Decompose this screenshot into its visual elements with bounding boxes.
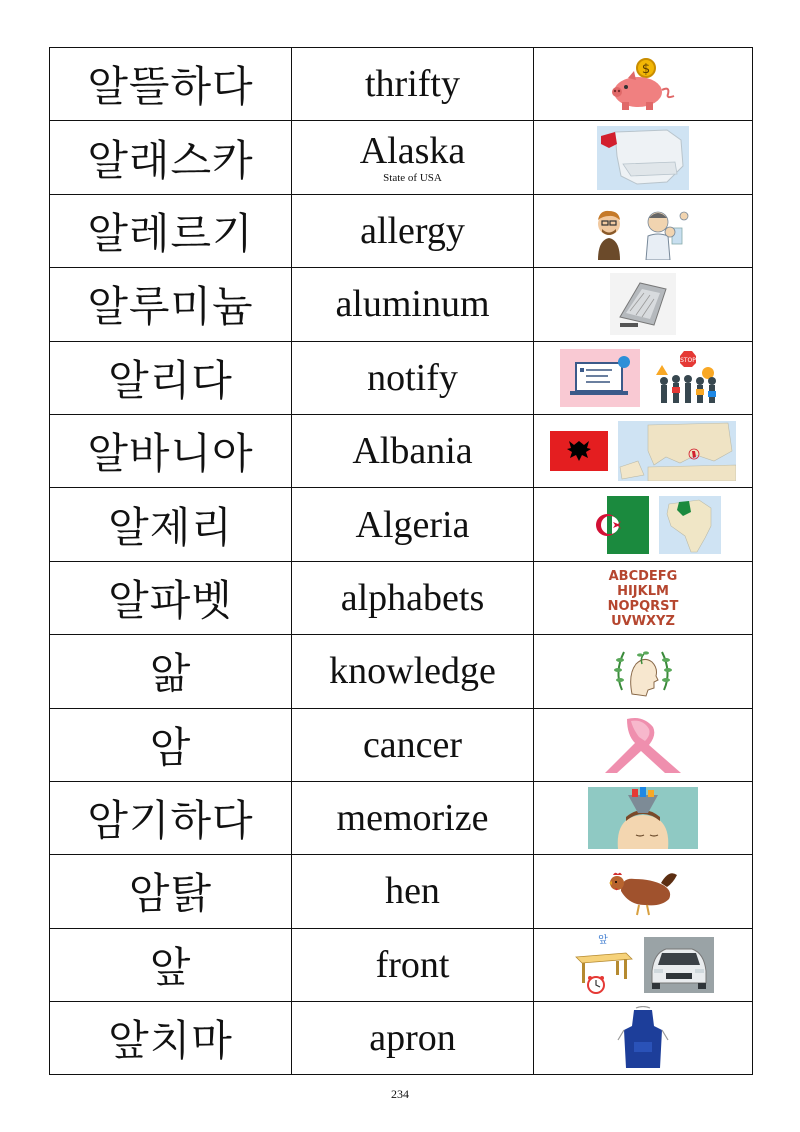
illustration-cell xyxy=(534,781,753,854)
english-word xyxy=(292,48,534,121)
english-word xyxy=(292,635,534,708)
stop-sign-text: STOP xyxy=(680,356,696,364)
english-word xyxy=(292,414,534,487)
english-word-text: Algeria xyxy=(355,503,470,546)
english-word xyxy=(292,781,534,854)
illustration-cell xyxy=(534,928,753,1001)
allergic-person-icon xyxy=(636,202,694,260)
page-number: 234 xyxy=(391,1087,409,1101)
table-row xyxy=(50,1002,753,1075)
english-word xyxy=(292,561,534,634)
table-row xyxy=(50,48,753,121)
english-word xyxy=(292,268,534,341)
table-row xyxy=(50,635,753,708)
korean-word: 암탉 xyxy=(50,855,292,928)
english-word-text: apron xyxy=(369,1017,456,1060)
english-word xyxy=(292,928,534,1001)
english-word xyxy=(292,341,534,414)
english-word-text: hen xyxy=(385,870,440,913)
english-word-text: notify xyxy=(367,356,458,399)
front-label-text: 앞 xyxy=(598,934,608,946)
illustration-cell xyxy=(534,708,753,781)
korean-word: 알바니아 xyxy=(50,414,292,487)
english-word-text: front xyxy=(375,943,450,986)
english-word-text: cancer xyxy=(362,723,463,766)
algeria-map-icon xyxy=(659,496,721,554)
alphabet-letters-icon xyxy=(595,566,691,630)
alphabet-row: HIJKLM xyxy=(617,583,669,599)
english-word-text: Albania xyxy=(352,430,473,473)
table-row xyxy=(50,341,753,414)
head-laurel-icon xyxy=(610,640,676,702)
table-row xyxy=(50,928,753,1001)
english-note: State of USA xyxy=(383,171,442,184)
korean-word: 알파벳 xyxy=(50,561,292,634)
english-word xyxy=(292,855,534,928)
korean-word: 알루미늄 xyxy=(50,268,292,341)
algeria-flag-icon xyxy=(565,496,649,554)
car-front-icon xyxy=(644,937,714,993)
english-word-text: allergy xyxy=(360,209,465,252)
table-row xyxy=(50,121,753,194)
laptop-notification-icon xyxy=(560,349,640,407)
table-row xyxy=(50,414,753,487)
aluminum-foil-icon xyxy=(610,273,676,335)
korean-word: 앞치마 xyxy=(50,1002,292,1075)
piggy-bank-icon xyxy=(608,56,678,112)
vocabulary-table xyxy=(49,47,753,1075)
svg-text:$: $ xyxy=(641,62,651,78)
english-word xyxy=(292,121,534,194)
english-word-text: knowledge xyxy=(329,650,496,693)
illustration-cell xyxy=(534,194,753,267)
korean-word: 앞 xyxy=(50,928,292,1001)
illustration-cell xyxy=(534,855,753,928)
alphabet-row: ABCDEFG xyxy=(608,568,678,584)
illustration-cell xyxy=(534,1002,753,1075)
alphabet-row: UVWXYZ xyxy=(611,613,675,629)
sneezing-man-icon xyxy=(592,202,626,260)
english-word-text: memorize xyxy=(336,797,489,840)
apron-icon xyxy=(616,1006,670,1070)
table-row xyxy=(50,488,753,561)
illustration-cell xyxy=(534,121,753,194)
people-with-signs-icon xyxy=(650,349,726,407)
korean-word: 앎 xyxy=(50,635,292,708)
pink-ribbon-icon xyxy=(603,717,683,773)
english-word xyxy=(292,488,534,561)
illustration-cell xyxy=(534,561,753,634)
albania-flag-icon xyxy=(550,431,608,471)
english-word-text: Alaska xyxy=(359,129,466,172)
korean-word: 알뜰하다 xyxy=(50,48,292,121)
korean-word: 암 xyxy=(50,708,292,781)
funnel-head-icon xyxy=(588,787,698,849)
table-row xyxy=(50,561,753,634)
english-word-text: aluminum xyxy=(335,283,490,326)
illustration-cell xyxy=(534,488,753,561)
hen-icon xyxy=(607,865,679,917)
english-word xyxy=(292,708,534,781)
english-word-text: alphabets xyxy=(340,576,485,619)
albania-map-icon xyxy=(618,421,736,481)
korean-word: 알제리 xyxy=(50,488,292,561)
korean-word: 알래스카 xyxy=(50,121,292,194)
english-word xyxy=(292,1002,534,1075)
desk-clock-icon xyxy=(572,933,634,997)
english-word-text: thrifty xyxy=(365,63,460,106)
illustration-cell xyxy=(534,268,753,341)
illustration-cell xyxy=(534,48,753,121)
korean-word: 암기하다 xyxy=(50,781,292,854)
table-row xyxy=(50,781,753,854)
english-word xyxy=(292,194,534,267)
table-row xyxy=(50,194,753,267)
table-row xyxy=(50,855,753,928)
table-row xyxy=(50,708,753,781)
illustration-cell xyxy=(534,635,753,708)
korean-word: 알레르기 xyxy=(50,194,292,267)
korean-word: 알리다 xyxy=(50,341,292,414)
illustration-cell xyxy=(534,341,753,414)
illustration-cell xyxy=(534,414,753,487)
alaska-map-icon xyxy=(597,126,689,190)
table-row xyxy=(50,268,753,341)
alphabet-row: NOPQRST xyxy=(607,598,679,614)
